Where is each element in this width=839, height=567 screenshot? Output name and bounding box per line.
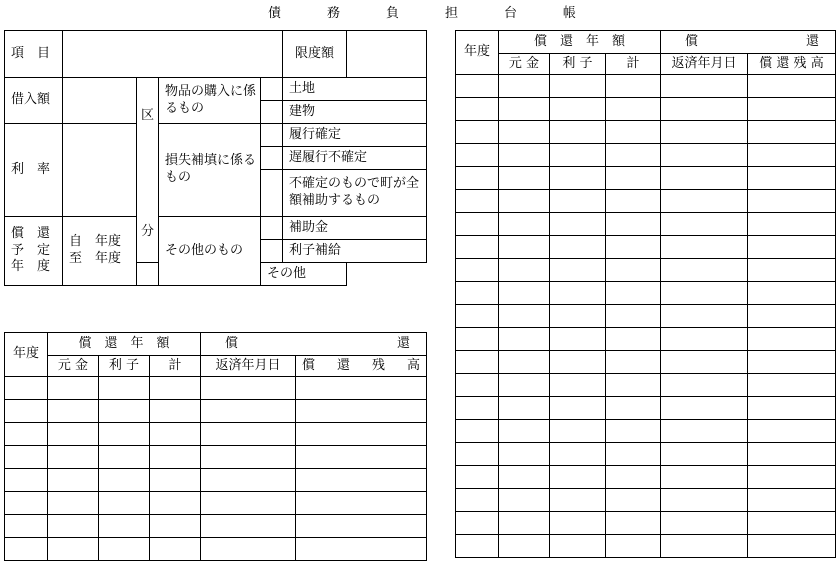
balance-header: 償 還 残 高 xyxy=(748,54,836,75)
kubun-bottom: 分 xyxy=(140,224,154,239)
ledger-cell[interactable] xyxy=(550,167,606,190)
ledger-cell[interactable] xyxy=(550,236,606,259)
ledger-cell[interactable] xyxy=(499,535,550,558)
ledger-cell[interactable] xyxy=(661,420,748,443)
ledger-cell[interactable] xyxy=(661,259,748,282)
title-char: 務 xyxy=(326,6,340,21)
ledger-cell[interactable] xyxy=(661,351,748,374)
principal-header: 元 金 xyxy=(499,54,550,75)
ledger-cell[interactable] xyxy=(606,466,661,489)
ledger-cell[interactable] xyxy=(296,377,427,400)
ledger-cell[interactable] xyxy=(99,538,150,561)
group-label: 損失補填に係るもの xyxy=(159,124,261,217)
ledger-row xyxy=(456,75,836,98)
ledger-row xyxy=(5,469,427,492)
ledger-cell[interactable] xyxy=(606,305,661,328)
rate-label: 利 率 xyxy=(5,124,63,217)
ledger-cell[interactable] xyxy=(99,423,150,446)
item-field[interactable] xyxy=(63,31,283,78)
ledger-cell[interactable] xyxy=(499,190,550,213)
ledger-cell[interactable] xyxy=(606,489,661,512)
ledger-cell[interactable] xyxy=(499,328,550,351)
ledger-cell[interactable] xyxy=(296,446,427,469)
limit-label: 限度額 xyxy=(283,31,347,78)
check-cell[interactable] xyxy=(261,101,283,124)
title-char: 負 xyxy=(385,6,399,21)
ledger-cell[interactable] xyxy=(456,121,499,144)
ledger-cell[interactable] xyxy=(99,377,150,400)
ledger-cell[interactable] xyxy=(606,374,661,397)
ledger-cell[interactable] xyxy=(748,466,836,489)
ledger-row xyxy=(5,538,427,561)
ledger-cell[interactable] xyxy=(748,213,836,236)
total-header: 計 xyxy=(150,356,201,377)
ledger-cell[interactable] xyxy=(48,377,99,400)
ledger-cell[interactable] xyxy=(5,492,48,515)
ledger-cell[interactable] xyxy=(456,535,499,558)
ledger-cell[interactable] xyxy=(748,305,836,328)
ledger-row xyxy=(456,213,836,236)
ledger-cell[interactable] xyxy=(550,351,606,374)
ledger-cell[interactable] xyxy=(150,377,201,400)
check-cell[interactable] xyxy=(261,217,283,240)
ledger-row xyxy=(456,466,836,489)
balance-header xyxy=(296,356,427,377)
repay-to: 至 年度 xyxy=(69,251,122,266)
date-header: 返済年月日 xyxy=(661,54,748,75)
ledger-cell[interactable] xyxy=(748,489,836,512)
ledger-row xyxy=(5,515,427,538)
ledger-cell[interactable] xyxy=(5,469,48,492)
ledger-cell[interactable] xyxy=(748,121,836,144)
ledger-cell[interactable] xyxy=(456,466,499,489)
ledger-cell[interactable] xyxy=(201,469,296,492)
repay-right: 還 xyxy=(805,33,819,49)
ledger-row xyxy=(456,305,836,328)
ledger-cell[interactable] xyxy=(48,515,99,538)
ledger-cell[interactable] xyxy=(748,512,836,535)
repay-plan-line: 年 度 xyxy=(11,259,51,275)
ledger-cell[interactable] xyxy=(550,282,606,305)
kubun-top: 区 xyxy=(140,108,154,123)
ledger-cell[interactable] xyxy=(748,75,836,98)
ledger-cell[interactable] xyxy=(550,397,606,420)
borrow-field[interactable] xyxy=(63,78,137,124)
ledger-cell[interactable] xyxy=(606,236,661,259)
ledger-cell[interactable] xyxy=(748,535,836,558)
ledger-cell[interactable] xyxy=(456,305,499,328)
ledger-cell[interactable] xyxy=(748,144,836,167)
ledger-cell[interactable] xyxy=(550,466,606,489)
ledger-cell[interactable] xyxy=(661,98,748,121)
ledger-cell[interactable] xyxy=(456,328,499,351)
ledger-cell[interactable] xyxy=(606,98,661,121)
ledger-cell[interactable] xyxy=(661,75,748,98)
repay-from: 自 年度 xyxy=(69,234,122,250)
year-header: 年度 xyxy=(5,333,48,377)
ledger-cell[interactable] xyxy=(456,259,499,282)
ledger-cell[interactable] xyxy=(201,446,296,469)
ledger-cell[interactable] xyxy=(661,512,748,535)
ledger-cell[interactable] xyxy=(456,167,499,190)
ledger-cell[interactable] xyxy=(550,489,606,512)
ledger-row xyxy=(456,328,836,351)
ledger-row xyxy=(456,512,836,535)
ledger-cell[interactable] xyxy=(499,512,550,535)
ledger-cell[interactable] xyxy=(606,443,661,466)
ledger-cell[interactable] xyxy=(661,144,748,167)
year-header: 年度 xyxy=(456,31,499,75)
ledger-cell[interactable] xyxy=(661,305,748,328)
ledger-row xyxy=(456,167,836,190)
ledger-cell[interactable] xyxy=(748,167,836,190)
category-item: 利子補給 xyxy=(283,240,427,263)
ledger-cell[interactable] xyxy=(550,144,606,167)
ledger-cell[interactable] xyxy=(499,144,550,167)
ledger-cell[interactable] xyxy=(5,377,48,400)
ledger-cell[interactable] xyxy=(499,374,550,397)
ledger-cell[interactable] xyxy=(99,446,150,469)
check-cell[interactable] xyxy=(261,78,283,101)
ledger-cell[interactable] xyxy=(550,328,606,351)
ledger-cell[interactable] xyxy=(606,167,661,190)
ledger-cell[interactable] xyxy=(456,512,499,535)
ledger-cell[interactable] xyxy=(748,236,836,259)
ledger-cell[interactable] xyxy=(5,423,48,446)
ledger-cell[interactable] xyxy=(296,538,427,561)
ledger-cell[interactable] xyxy=(661,535,748,558)
ledger-cell[interactable] xyxy=(150,469,201,492)
item-label: 項 目 xyxy=(5,31,63,78)
ledger-cell[interactable] xyxy=(550,190,606,213)
ledger-row xyxy=(456,190,836,213)
ledger-cell[interactable] xyxy=(99,400,150,423)
ledger-cell[interactable] xyxy=(550,121,606,144)
ledger-cell[interactable] xyxy=(201,492,296,515)
ledger-cell[interactable] xyxy=(550,213,606,236)
ledger-cell[interactable] xyxy=(748,190,836,213)
ledger-cell[interactable] xyxy=(150,446,201,469)
ledger-row xyxy=(5,446,427,469)
ledger-cell[interactable] xyxy=(661,328,748,351)
ledger-cell[interactable] xyxy=(661,374,748,397)
ledger-cell[interactable] xyxy=(661,397,748,420)
ledger-cell[interactable] xyxy=(499,443,550,466)
ledger-cell[interactable] xyxy=(456,443,499,466)
category-item: 不確定のもので町が全額補助するもの xyxy=(283,170,427,217)
ledger-row xyxy=(456,489,836,512)
ledger-cell[interactable] xyxy=(748,98,836,121)
repay-header xyxy=(201,333,427,356)
ledger-cell[interactable] xyxy=(550,512,606,535)
document-title xyxy=(268,2,576,21)
ledger-cell[interactable] xyxy=(296,492,427,515)
ledger-cell[interactable] xyxy=(456,420,499,443)
ledger-row xyxy=(456,420,836,443)
ledger-cell[interactable] xyxy=(201,400,296,423)
ledger-cell[interactable] xyxy=(456,397,499,420)
category-item: 遅履行不確定 xyxy=(283,147,427,170)
repay-plan-line: 償 還 xyxy=(11,225,51,241)
kubun-label xyxy=(137,78,159,263)
title-char: 債 xyxy=(268,6,282,21)
ledger-cell[interactable] xyxy=(499,259,550,282)
balance-char: 残 xyxy=(371,357,385,373)
ledger-row xyxy=(456,374,836,397)
ledger-cell[interactable] xyxy=(5,400,48,423)
repay-plan-label xyxy=(5,217,63,286)
ledger-cell[interactable] xyxy=(606,144,661,167)
ledger-cell[interactable] xyxy=(296,423,427,446)
ledger-cell[interactable] xyxy=(150,423,201,446)
ledger-cell[interactable] xyxy=(748,443,836,466)
category-item: 土地 xyxy=(283,78,427,101)
repay-left: 償 xyxy=(685,33,699,49)
repay-plan-line: 予 定 xyxy=(11,242,51,258)
ledger-row xyxy=(5,492,427,515)
ledger-cell[interactable] xyxy=(550,75,606,98)
repay-header xyxy=(661,31,836,54)
ledger-cell[interactable] xyxy=(748,397,836,420)
ledger-cell[interactable] xyxy=(499,282,550,305)
ledger-cell[interactable] xyxy=(661,443,748,466)
ledger-cell[interactable] xyxy=(456,190,499,213)
ledger-cell[interactable] xyxy=(456,489,499,512)
ledger-cell[interactable] xyxy=(48,538,99,561)
ledger-cell[interactable] xyxy=(99,492,150,515)
ledger-row xyxy=(456,144,836,167)
ledger-cell[interactable] xyxy=(499,121,550,144)
ledger-cell[interactable] xyxy=(296,400,427,423)
ledger-cell[interactable] xyxy=(99,469,150,492)
ledger-cell[interactable] xyxy=(201,538,296,561)
ledger-cell[interactable] xyxy=(550,443,606,466)
ledger-cell[interactable] xyxy=(550,374,606,397)
ledger-cell[interactable] xyxy=(456,282,499,305)
ledger-cell[interactable] xyxy=(201,423,296,446)
ledger-cell[interactable] xyxy=(606,282,661,305)
category-item: その他 xyxy=(261,263,347,286)
ledger-cell[interactable] xyxy=(456,236,499,259)
ledger-cell[interactable] xyxy=(456,98,499,121)
rate-field[interactable] xyxy=(63,124,137,217)
ledger-cell[interactable] xyxy=(48,423,99,446)
ledger-cell[interactable] xyxy=(748,259,836,282)
ledger-cell[interactable] xyxy=(456,351,499,374)
ledger-row xyxy=(456,236,836,259)
check-cell[interactable] xyxy=(261,124,283,147)
ledger-cell[interactable] xyxy=(456,144,499,167)
ledger-cell[interactable] xyxy=(606,420,661,443)
ledger-cell[interactable] xyxy=(606,75,661,98)
borrow-label: 借入額 xyxy=(5,78,63,124)
ledger-cell[interactable] xyxy=(456,213,499,236)
ledger-cell[interactable] xyxy=(550,420,606,443)
ledger-cell[interactable] xyxy=(150,400,201,423)
repayment-ledger-left xyxy=(4,332,427,561)
balance-char: 高 xyxy=(406,357,420,373)
ledger-row xyxy=(456,282,836,305)
ledger-cell[interactable] xyxy=(661,282,748,305)
ledger-cell[interactable] xyxy=(661,236,748,259)
group-label: 物品の購入に係るもの xyxy=(159,78,261,124)
ledger-cell[interactable] xyxy=(499,489,550,512)
ledger-cell[interactable] xyxy=(499,167,550,190)
principal-header: 元 金 xyxy=(48,356,99,377)
ledger-cell[interactable] xyxy=(499,420,550,443)
ledger-cell[interactable] xyxy=(499,213,550,236)
ledger-cell[interactable] xyxy=(606,397,661,420)
ledger-cell[interactable] xyxy=(606,512,661,535)
ledger-cell[interactable] xyxy=(499,236,550,259)
ledger-cell[interactable] xyxy=(550,259,606,282)
group-label: その他のもの xyxy=(159,217,261,286)
ledger-row xyxy=(456,259,836,282)
ledger-cell[interactable] xyxy=(499,98,550,121)
title-char: 台 xyxy=(503,6,517,21)
category-item: 建物 xyxy=(283,101,427,124)
ledger-cell[interactable] xyxy=(661,167,748,190)
ledger-cell[interactable] xyxy=(748,351,836,374)
balance-char: 還 xyxy=(336,357,350,373)
title-char: 担 xyxy=(444,6,458,21)
repay-amount-header: 償 還 年 額 xyxy=(48,333,201,356)
ledger-cell[interactable] xyxy=(661,190,748,213)
ledger-row xyxy=(456,121,836,144)
ledger-cell[interactable] xyxy=(99,515,150,538)
repayment-ledger-right xyxy=(455,30,836,558)
ledger-row xyxy=(456,98,836,121)
ledger-row xyxy=(5,400,427,423)
ledger-cell[interactable] xyxy=(499,75,550,98)
total-header: 計 xyxy=(606,54,661,75)
ledger-cell[interactable] xyxy=(606,121,661,144)
ledger-row xyxy=(5,377,427,400)
ledger-cell[interactable] xyxy=(48,492,99,515)
ledger-cell[interactable] xyxy=(48,446,99,469)
interest-header: 利 子 xyxy=(550,54,606,75)
ledger-cell[interactable] xyxy=(499,397,550,420)
check-cell[interactable] xyxy=(261,147,283,170)
ledger-cell[interactable] xyxy=(499,305,550,328)
category-item: 補助金 xyxy=(283,217,427,240)
ledger-row xyxy=(456,443,836,466)
check-cell[interactable] xyxy=(261,170,283,217)
balance-char: 償 xyxy=(302,357,316,373)
category-item: 履行確定 xyxy=(283,124,427,147)
ledger-row xyxy=(456,351,836,374)
repay-left: 償 xyxy=(225,335,239,351)
repay-plan-years[interactable] xyxy=(63,217,137,286)
ledger-row xyxy=(456,535,836,558)
ledger-cell[interactable] xyxy=(201,515,296,538)
ledger-cell[interactable] xyxy=(550,535,606,558)
ledger-cell[interactable] xyxy=(606,213,661,236)
ledger-cell[interactable] xyxy=(48,400,99,423)
ledger-cell[interactable] xyxy=(550,98,606,121)
ledger-cell[interactable] xyxy=(748,420,836,443)
ledger-cell[interactable] xyxy=(456,75,499,98)
ledger-cell[interactable] xyxy=(150,538,201,561)
ledger-cell[interactable] xyxy=(296,469,427,492)
ledger-cell[interactable] xyxy=(296,515,427,538)
date-header: 返済年月日 xyxy=(201,356,296,377)
repay-right: 還 xyxy=(396,335,410,351)
ledger-cell[interactable] xyxy=(499,466,550,489)
ledger-row xyxy=(5,423,427,446)
ledger-cell[interactable] xyxy=(5,446,48,469)
repay-amount-header: 償 還 年 額 xyxy=(499,31,661,54)
ledger-cell[interactable] xyxy=(748,328,836,351)
ledger-cell[interactable] xyxy=(550,305,606,328)
ledger-cell[interactable] xyxy=(5,538,48,561)
debt-info-table xyxy=(4,30,427,286)
ledger-cell[interactable] xyxy=(456,374,499,397)
ledger-row xyxy=(456,397,836,420)
ledger-cell[interactable] xyxy=(606,328,661,351)
ledger-cell[interactable] xyxy=(606,535,661,558)
check-cell[interactable] xyxy=(137,263,159,286)
check-cell[interactable] xyxy=(261,240,283,263)
ledger-cell[interactable] xyxy=(661,121,748,144)
ledger-cell[interactable] xyxy=(150,515,201,538)
limit-field[interactable] xyxy=(347,31,427,78)
ledger-cell[interactable] xyxy=(661,213,748,236)
ledger-cell[interactable] xyxy=(48,469,99,492)
ledger-cell[interactable] xyxy=(606,351,661,374)
ledger-cell[interactable] xyxy=(606,259,661,282)
ledger-cell[interactable] xyxy=(661,489,748,512)
ledger-cell[interactable] xyxy=(748,282,836,305)
title-char: 帳 xyxy=(562,6,576,21)
ledger-cell[interactable] xyxy=(150,492,201,515)
ledger-cell[interactable] xyxy=(201,377,296,400)
ledger-cell[interactable] xyxy=(748,374,836,397)
ledger-cell[interactable] xyxy=(5,515,48,538)
ledger-cell[interactable] xyxy=(661,466,748,489)
ledger-cell[interactable] xyxy=(606,190,661,213)
ledger-cell[interactable] xyxy=(499,351,550,374)
interest-header: 利 子 xyxy=(99,356,150,377)
